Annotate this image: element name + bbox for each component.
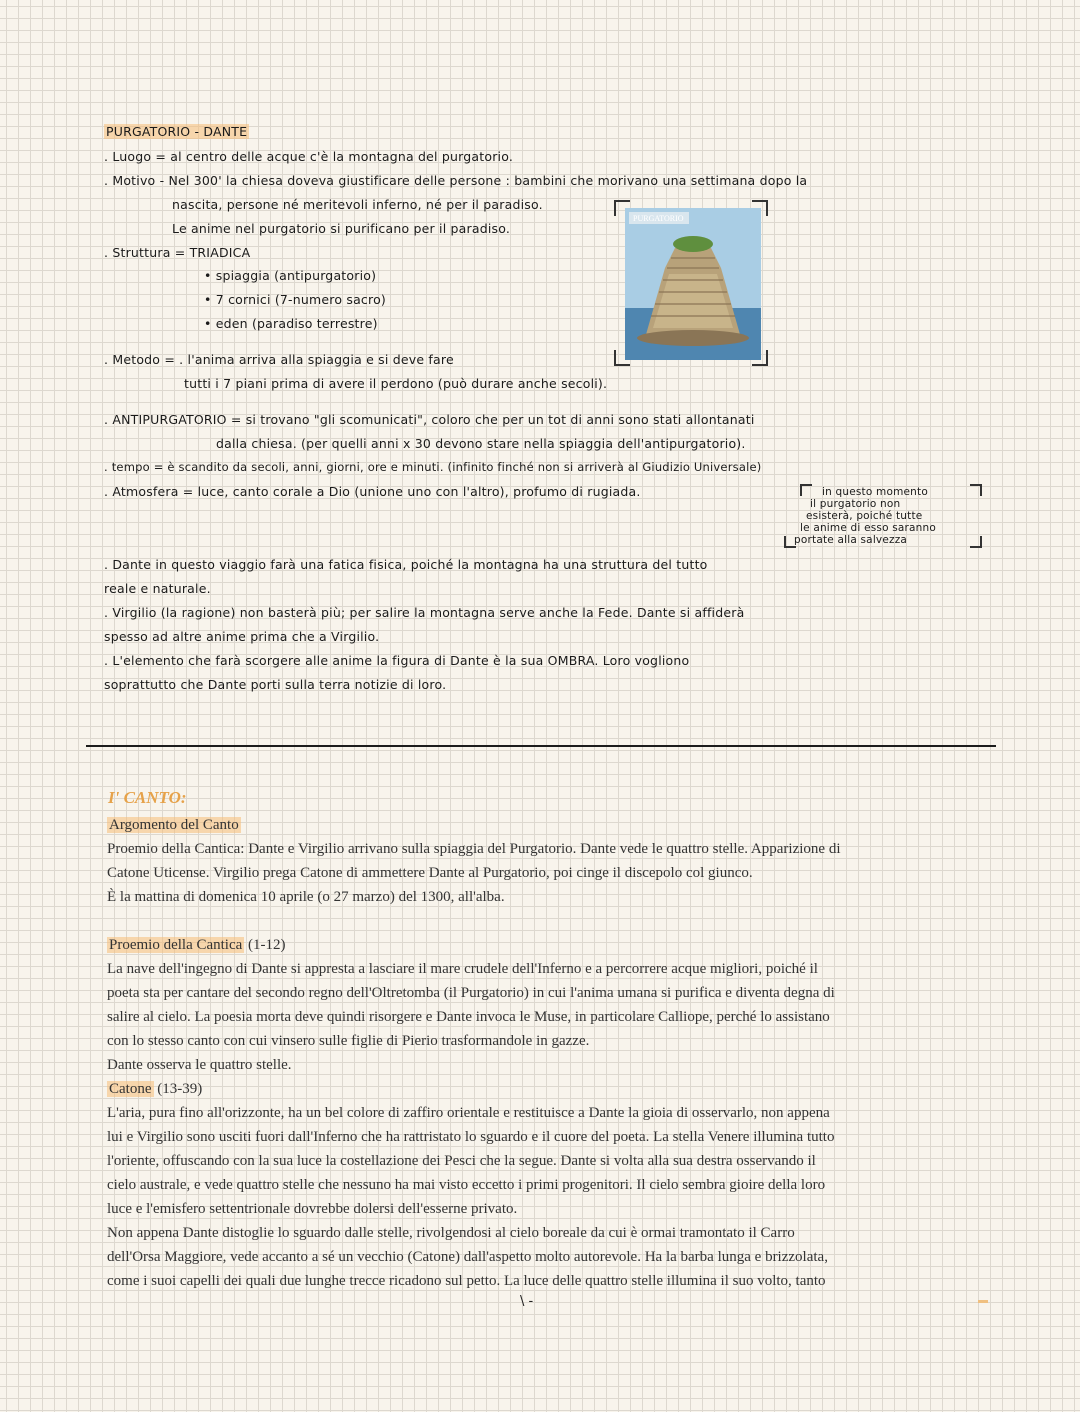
note-line: nascita, persone né meritevoli inferno, né per il paradiso. <box>172 197 543 212</box>
argomento-text <box>107 837 977 909</box>
text-line: Proemio della Cantica: Dante e Virgilio arrivano sulla spiaggia del Purgatorio. Dante vede le quattro stelle. Apparizione di <box>107 841 841 857</box>
side-note-line: portate alla salvezza <box>794 534 908 546</box>
side-note-line: esisterà, poiché tutte <box>806 510 923 522</box>
note-line: . Luogo = al centro delle acque c'è la montagna del purgatorio. <box>104 149 514 164</box>
note-line: reale e naturale. <box>104 581 211 596</box>
image-label: PURGATORIO <box>633 214 684 223</box>
note-line: . Atmosfera = luce, canto corale a Dio (unione uno con l'altro), profumo di rugiada. <box>104 484 641 499</box>
text-line: cielo australe, e vede quattro stelle che nessuno ha mai visto eccetto i primi progenitori. Il cielo sembra gioire della loro <box>107 1177 826 1193</box>
note-line: . tempo = è scandito da secoli, anni, giorni, ore e minuti. (infinito finché non si arriverà al Giudizio Universale) <box>104 460 762 474</box>
text-line: Catone Uticense. Virgilio prega Catone di ammettere Dante al Purgatorio, poi cinge il discepolo col giunco. <box>107 865 753 881</box>
proemio-heading: Proemio della Cantica (1-12) <box>109 937 286 953</box>
argomento-heading: Argomento del Canto <box>109 817 239 833</box>
note-line: soprattutto che Dante porti sulla terra notizie di loro. <box>104 677 447 692</box>
text-line: con lo stesso canto con cui vinsero sulle figlie di Pierio trasformandole in gazze. <box>107 1033 590 1049</box>
note-line: . Virgilio (la ragione) non basterà più; per salire la montagna serve anche la Fede. Dante si affiderà <box>104 605 745 620</box>
note-line: . Dante in questo viaggio farà una fatica fisica, poiché la montagna ha una struttura del tutto <box>104 557 708 572</box>
side-note-line: il purgatorio non <box>810 498 901 510</box>
text-line: salire al cielo. La poesia morta deve quindi risorgere e Dante invoca le Muse, in particolare Calliope, perché lo assistano <box>107 1009 830 1025</box>
highlight-mark <box>978 1300 988 1303</box>
catone-heading: Catone (13-39) <box>109 1081 203 1097</box>
note-line: . Struttura = TRIADICA <box>104 245 251 260</box>
section-divider <box>86 745 996 747</box>
text-line: È la mattina di domenica 10 aprile (o 27 marzo) del 1300, all'alba. <box>107 889 505 905</box>
side-note <box>760 484 988 548</box>
text-line: come i suoi capelli dei quali due lunghe trecce ricadono sul petto. La luce delle quattro stelle illumina il suo volto, tanto <box>107 1273 826 1289</box>
canto-title: I' CANTO: <box>108 788 187 807</box>
text-line: L'aria, pura fino all'orizzonte, ha un bel colore di zaffiro orientale e restituisce a Dante la gioia di osservarlo, non appena <box>107 1105 830 1121</box>
note-line: • eden (paradiso terrestre) <box>204 316 378 331</box>
text-line: dell'Orsa Maggiore, vede accanto a sé un vecchio (Catone) dall'aspetto molto autorevole. Ha la barba lunga e brizzolata, <box>107 1249 828 1265</box>
text-line: poeta sta per cantare del secondo regno dell'Oltretomba (il Purgatorio) in cui l'anima umana si purifica e diventa degna di <box>107 985 835 1001</box>
text-line: Dante osserva le quattro stelle. <box>107 1057 292 1073</box>
proemio-text <box>107 957 977 1077</box>
text-line: Non appena Dante distoglie lo sguardo dalle stelle, rivolgendosi al cielo boreale da cui è ormai tramontato il Carro <box>107 1225 795 1241</box>
note-line: . Motivo - Nel 300' la chiesa doveva giustificare delle persone : bambini che morivano una settimana dopo la <box>104 173 808 188</box>
note-line: . ANTIPURGATORIO = si trovano "gli scomunicati", coloro che per un tot di anni sono stati allontanati <box>104 412 755 427</box>
page-mark: \ - <box>520 1294 534 1309</box>
text-line: La nave dell'ingegno di Dante si appresta a lasciare il mare crudele dell'Inferno e a percorrere acque migliori, poiché il <box>107 961 818 977</box>
side-note-line: le anime di esso saranno <box>800 522 937 534</box>
note-line: . Metodo = . l'anima arriva alla spiaggia e si deve fare <box>104 352 454 367</box>
note-line: Le anime nel purgatorio si purificano per il paradiso. <box>172 221 511 236</box>
mountain-illustration <box>625 208 761 360</box>
catone-text <box>107 1101 977 1293</box>
note-line: . L'elemento che farà scorgere alle anime la figura di Dante è la sua OMBRA. Loro vogliono <box>104 653 690 668</box>
note-line: • spiaggia (antipurgatorio) <box>204 268 377 283</box>
note-line: • 7 cornici (7-numero sacro) <box>204 292 386 307</box>
text-line: lui e Virgilio sono usciti fuori dall'Inferno che ha rattristato lo sguardo e il cuore del poeta. La stella Venere illumina tutto <box>107 1129 835 1145</box>
side-note-line: in questo momento <box>822 486 928 498</box>
text-line: l'oriente, offuscando con la sua luce la costellazione dei Pesci che la segue. Dante si volta alla sua destra osservando il <box>107 1153 816 1169</box>
purgatory-mountain-image <box>625 208 761 360</box>
note-line: spesso ad altre anime prima che a Virgilio. <box>104 629 380 644</box>
text-line: luce e l'emisfero settentrionale dovrebbe dolersi dell'esserne privato. <box>107 1201 518 1217</box>
note-line: dalla chiesa. (per quelli anni x 30 devono stare nella spiaggia dell'antipurgatorio). <box>216 436 746 451</box>
notes-title: PURGATORIO - DANTE <box>106 124 248 139</box>
note-line: tutti i 7 piani prima di avere il perdono (può durare anche secoli). <box>184 376 608 391</box>
